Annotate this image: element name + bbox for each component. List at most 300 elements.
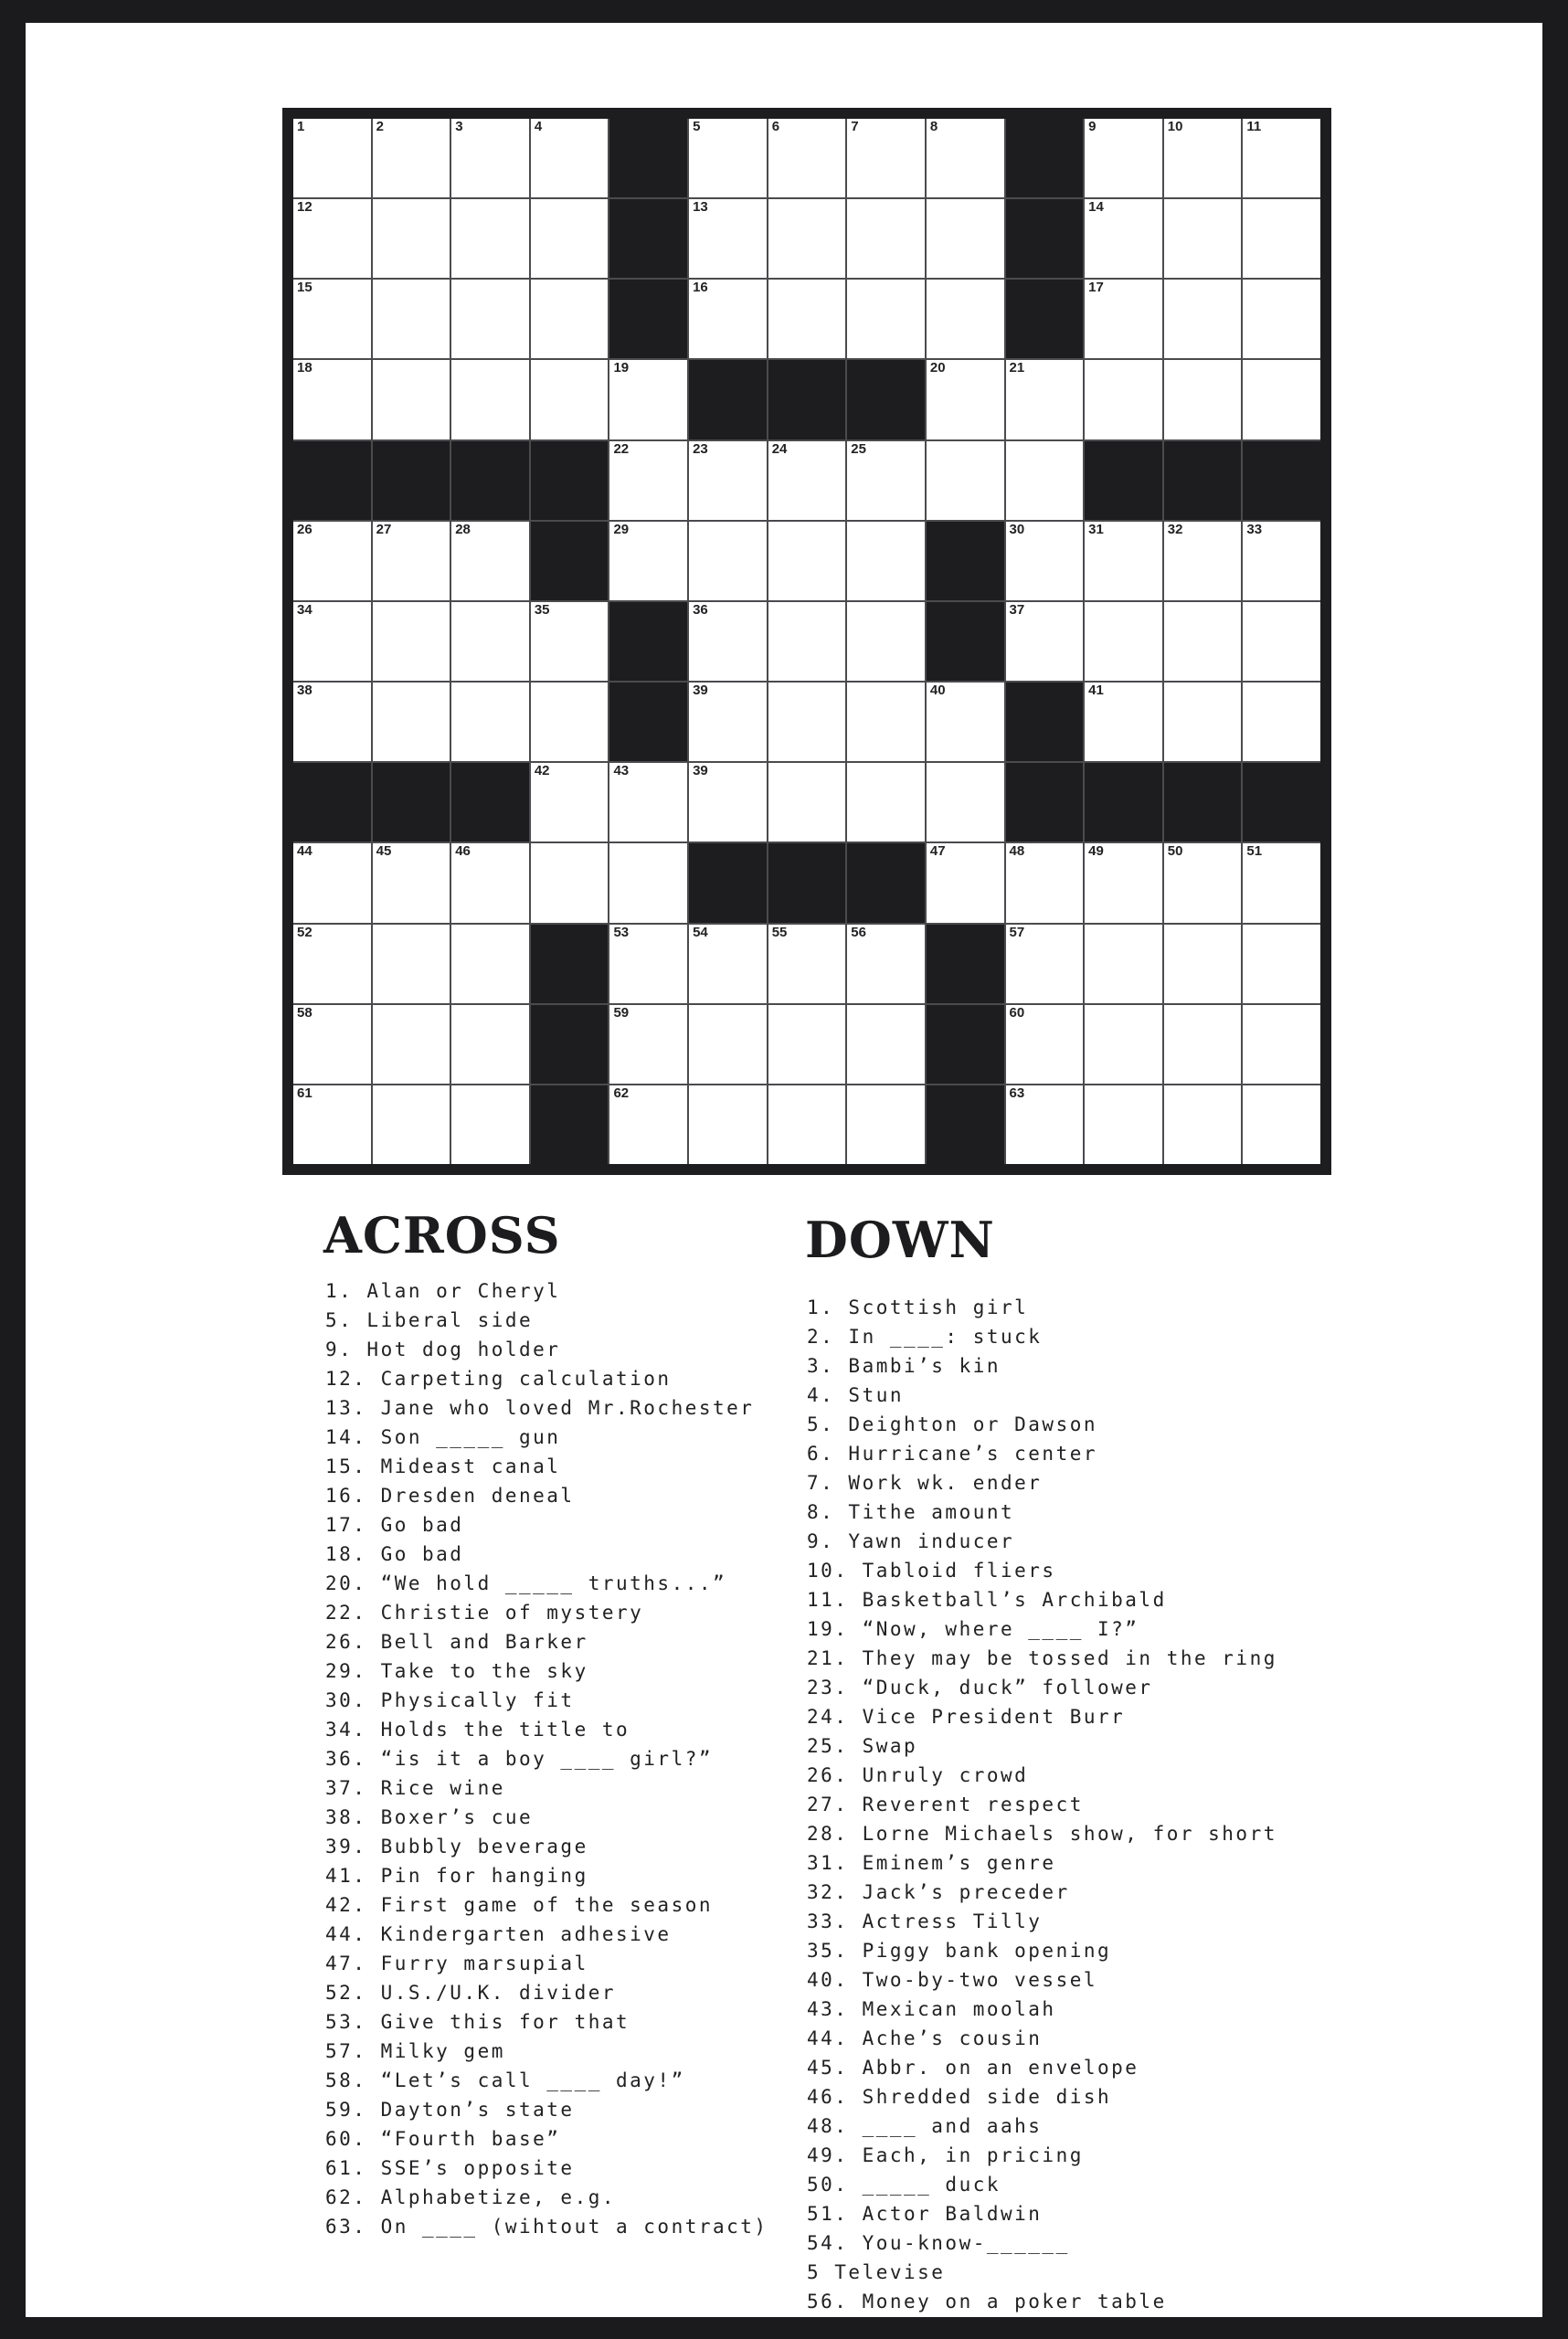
grid-cell[interactable] (1085, 199, 1162, 278)
grid-cell[interactable] (1006, 360, 1084, 439)
clue-line: 26. Unruly crowd (807, 1764, 1029, 1786)
cell-number: 48 (1009, 843, 1025, 860)
black-square (847, 360, 925, 439)
clue-line: 32. Jack’s preceder (807, 1881, 1070, 1903)
cell-number: 23 (693, 440, 708, 457)
clue-line: 21. They may be tossed in the ring (807, 1647, 1277, 1669)
cell-number: 59 (613, 1004, 630, 1021)
cell-number: 19 (613, 360, 630, 376)
grid-cell[interactable] (609, 763, 687, 841)
clue-line: 9. Hot dog holder (325, 1339, 561, 1360)
grid-cell[interactable] (451, 683, 529, 761)
clue-line: 40. Two-by-two vessel (807, 1969, 1098, 1991)
crossword-grid-cells (293, 119, 1320, 1164)
cell-number: 8 (929, 119, 938, 134)
grid-cell[interactable] (689, 1005, 767, 1084)
grid-cell[interactable] (768, 199, 846, 278)
grid-cell[interactable] (1085, 1005, 1162, 1084)
grid-cell[interactable] (768, 683, 846, 761)
grid-cell[interactable] (927, 843, 1004, 922)
clue-line: 1. Scottish girl (807, 1297, 1029, 1318)
clue-line: 54. You-know-______ (807, 2232, 1070, 2254)
clue-line: 3. Bambi’s kin (807, 1355, 1001, 1377)
grid-cell[interactable] (768, 925, 846, 1003)
cell-number: 37 (1009, 601, 1025, 618)
grid-cell[interactable] (293, 360, 371, 439)
grid-cell[interactable] (373, 522, 450, 600)
grid-cell[interactable] (293, 280, 371, 358)
cell-number: 3 (455, 119, 463, 134)
grid-cell[interactable] (1243, 925, 1320, 1003)
grid-cell[interactable] (609, 1085, 687, 1164)
clue-line: 26. Bell and Barker (325, 1631, 588, 1653)
cell-number: 36 (693, 601, 708, 618)
cell-number: 29 (613, 521, 630, 537)
cell-number: 56 (851, 924, 866, 940)
cell-number: 53 (613, 924, 630, 940)
black-square (1006, 119, 1084, 197)
grid-cell[interactable] (373, 119, 450, 197)
grid-cell[interactable] (847, 763, 925, 841)
grid-cell[interactable] (1085, 119, 1162, 197)
grid-cell[interactable] (1243, 843, 1320, 922)
clue-line: 42. First game of the season (325, 1894, 714, 1916)
clue-line: 47. Furry marsupial (325, 1953, 588, 1974)
clue-line: 44. Kindergarten adhesive (325, 1923, 672, 1945)
grid-cell[interactable] (689, 1085, 767, 1164)
cell-number: 54 (693, 924, 708, 940)
clue-line: 28. Lorne Michaels show, for short (807, 1823, 1277, 1845)
grid-cell[interactable] (451, 522, 529, 600)
grid-cell[interactable] (293, 199, 371, 278)
clue-line: 61. SSE’s opposite (325, 2157, 575, 2179)
clue-line: 6. Hurricane’s center (807, 1443, 1098, 1465)
cell-number: 55 (771, 924, 788, 940)
clue-line: 36. “is it a boy ____ girl?” (325, 1748, 714, 1770)
clue-line: 38. Boxer’s cue (325, 1806, 534, 1828)
grid-cell[interactable] (531, 119, 609, 197)
grid-cell[interactable] (1085, 683, 1162, 761)
clue-line: 5. Deighton or Dawson (807, 1413, 1098, 1435)
grid-cell[interactable] (1164, 925, 1242, 1003)
grid-cell[interactable] (531, 280, 609, 358)
grid-cell[interactable] (768, 602, 846, 681)
down-heading: DOWN (805, 1211, 995, 1269)
grid-cell[interactable] (373, 1085, 450, 1164)
clue-line: 9. Yawn inducer (807, 1530, 1015, 1552)
grid-cell[interactable] (847, 441, 925, 520)
black-square (451, 441, 529, 520)
grid-cell[interactable] (689, 280, 767, 358)
clue-line: 13. Jane who loved Mr.Rochester (325, 1397, 755, 1419)
cell-number: 11 (1246, 119, 1262, 134)
cell-number: 39 (693, 683, 708, 699)
black-square (927, 1085, 1004, 1164)
clue-line: 44. Ache’s cousin (807, 2027, 1043, 2049)
cell-number: 2 (376, 119, 384, 134)
grid-cell[interactable] (451, 1005, 529, 1084)
cell-number: 62 (613, 1085, 630, 1101)
cell-number: 39 (693, 763, 708, 779)
grid-cell[interactable] (1164, 843, 1242, 922)
grid-cell[interactable] (847, 280, 925, 358)
clue-line: 48. ____ and aahs (807, 2115, 1043, 2137)
clue-line: 59. Dayton’s state (325, 2099, 575, 2121)
black-square (531, 1085, 609, 1164)
cell-number: 20 (929, 360, 946, 376)
across-heading: ACROSS (323, 1206, 561, 1265)
grid-cell[interactable] (689, 119, 767, 197)
cell-number: 14 (1088, 199, 1104, 216)
clue-line: 24. Vice President Burr (807, 1706, 1126, 1728)
black-square (689, 843, 767, 922)
black-square (1085, 441, 1162, 520)
grid-cell[interactable] (768, 119, 846, 197)
black-square (927, 925, 1004, 1003)
grid-cell[interactable] (1164, 1005, 1242, 1084)
grid-cell[interactable] (531, 763, 609, 841)
cell-number: 45 (376, 843, 392, 860)
cell-number: 41 (1088, 683, 1104, 699)
cell-number: 46 (455, 843, 471, 860)
clue-line: 39. Bubbly beverage (325, 1836, 588, 1857)
cell-number: 32 (1167, 521, 1183, 537)
cell-number: 13 (693, 199, 708, 216)
across-clue-list (325, 1276, 768, 2241)
grid-cell[interactable] (689, 925, 767, 1003)
grid-cell[interactable] (689, 602, 767, 681)
black-square (927, 522, 1004, 600)
grid-cell[interactable] (531, 843, 609, 922)
grid-cell[interactable] (451, 360, 529, 439)
cell-number: 51 (1246, 843, 1263, 860)
clue-line: 31. Eminem’s genre (807, 1852, 1056, 1874)
grid-cell[interactable] (1164, 1085, 1242, 1164)
grid-cell[interactable] (1085, 925, 1162, 1003)
cell-number: 6 (771, 119, 780, 134)
grid-cell[interactable] (1006, 602, 1084, 681)
clue-line: 49. Each, in pricing (807, 2144, 1084, 2166)
grid-cell[interactable] (689, 441, 767, 520)
grid-cell[interactable] (847, 522, 925, 600)
clue-line: 51. Actor Baldwin (807, 2203, 1043, 2225)
black-square (1164, 441, 1242, 520)
grid-cell[interactable] (927, 763, 1004, 841)
clue-line: 58. “Let’s call ____ day!” (325, 2069, 685, 2091)
clue-line: 34. Holds the title to (325, 1719, 630, 1741)
grid-cell[interactable] (1085, 360, 1162, 439)
clue-line: 46. Shredded side dish (807, 2086, 1112, 2108)
black-square (293, 763, 371, 841)
cell-number: 25 (851, 440, 866, 457)
grid-cell[interactable] (451, 199, 529, 278)
grid-cell[interactable] (927, 360, 1004, 439)
cell-number: 17 (1088, 280, 1104, 296)
clue-line: 56. Money on a poker table (807, 2291, 1167, 2313)
grid-cell[interactable] (768, 1005, 846, 1084)
grid-cell[interactable] (293, 843, 371, 922)
grid-cell[interactable] (451, 119, 529, 197)
grid-cell[interactable] (1243, 1085, 1320, 1164)
clue-line: 60. “Fourth base” (325, 2128, 561, 2150)
cell-number: 44 (297, 843, 313, 860)
grid-cell[interactable] (293, 522, 371, 600)
clue-line: 1. Alan or Cheryl (325, 1280, 561, 1302)
black-square (1243, 441, 1320, 520)
grid-cell[interactable] (1164, 360, 1242, 439)
clue-line: 33. Actress Tilly (807, 1910, 1043, 1932)
grid-cell[interactable] (1085, 1085, 1162, 1164)
grid-cell[interactable] (373, 199, 450, 278)
cell-number: 31 (1088, 521, 1104, 537)
clue-line: 15. Mideast canal (325, 1455, 561, 1477)
cell-number: 52 (297, 924, 313, 940)
black-square (927, 1005, 1004, 1084)
grid-cell[interactable] (1006, 925, 1084, 1003)
clue-line: 37. Rice wine (325, 1777, 505, 1799)
grid-cell[interactable] (373, 843, 450, 922)
grid-cell[interactable] (1085, 522, 1162, 600)
cell-number: 49 (1088, 843, 1104, 860)
grid-cell[interactable] (1243, 119, 1320, 197)
grid-cell[interactable] (293, 119, 371, 197)
cell-number: 21 (1009, 360, 1025, 376)
grid-cell[interactable] (1243, 280, 1320, 358)
black-square (1006, 280, 1084, 358)
cell-number: 15 (297, 280, 313, 296)
clue-line: 20. “We hold _____ truths...” (325, 1572, 727, 1594)
clue-line: 10. Tabloid fliers (807, 1560, 1056, 1582)
grid-cell[interactable] (847, 1085, 925, 1164)
cell-number: 1 (297, 119, 305, 134)
grid-cell[interactable] (847, 925, 925, 1003)
grid-cell[interactable] (451, 843, 529, 922)
grid-cell[interactable] (927, 683, 1004, 761)
grid-cell[interactable] (768, 280, 846, 358)
black-square (609, 119, 687, 197)
grid-cell[interactable] (1006, 441, 1084, 520)
grid-cell[interactable] (451, 280, 529, 358)
grid-cell[interactable] (373, 1005, 450, 1084)
grid-cell[interactable] (927, 199, 1004, 278)
cell-number: 28 (455, 521, 471, 537)
black-square (689, 360, 767, 439)
grid-cell[interactable] (1085, 280, 1162, 358)
grid-cell[interactable] (609, 925, 687, 1003)
black-square (373, 441, 450, 520)
cell-number: 42 (534, 763, 550, 779)
grid-cell[interactable] (1085, 843, 1162, 922)
clue-line: 29. Take to the sky (325, 1660, 588, 1682)
clue-line: 63. On ____ (wihtout a contract) (325, 2216, 768, 2238)
black-square (1006, 199, 1084, 278)
black-square (1085, 763, 1162, 841)
cell-number: 4 (534, 119, 543, 134)
grid-cell[interactable] (373, 683, 450, 761)
clue-line: 52. U.S./U.K. divider (325, 1982, 617, 2004)
black-square (1164, 763, 1242, 841)
clue-line: 5 Televise (807, 2261, 946, 2283)
clue-line: 17. Go bad (325, 1514, 464, 1536)
grid-cell[interactable] (293, 1005, 371, 1084)
black-square (531, 522, 609, 600)
grid-cell[interactable] (1164, 280, 1242, 358)
grid-cell[interactable] (293, 925, 371, 1003)
grid-cell[interactable] (1006, 1085, 1084, 1164)
cell-number: 34 (297, 601, 313, 618)
black-square (531, 925, 609, 1003)
black-square (609, 199, 687, 278)
grid-cell[interactable] (689, 522, 767, 600)
grid-cell[interactable] (1243, 360, 1320, 439)
grid-cell[interactable] (847, 683, 925, 761)
grid-cell[interactable] (1006, 522, 1084, 600)
clue-line: 22. Christie of mystery (325, 1602, 644, 1624)
grid-cell[interactable] (1164, 522, 1242, 600)
grid-cell[interactable] (768, 763, 846, 841)
grid-cell[interactable] (373, 360, 450, 439)
grid-cell[interactable] (927, 280, 1004, 358)
clue-line: 53. Give this for that (325, 2011, 630, 2033)
clue-line: 23. “Duck, duck” follower (807, 1677, 1153, 1699)
black-square (847, 843, 925, 922)
grid-cell[interactable] (451, 1085, 529, 1164)
grid-cell[interactable] (293, 602, 371, 681)
puzzle-page (26, 23, 1542, 2317)
grid-cell[interactable] (689, 683, 767, 761)
clue-line: 14. Son _____ gun (325, 1426, 561, 1448)
grid-cell[interactable] (1085, 602, 1162, 681)
grid-cell[interactable] (768, 522, 846, 600)
clue-line: 7. Work wk. ender (807, 1472, 1043, 1494)
clue-line: 11. Basketball’s Archibald (807, 1589, 1167, 1611)
cell-number: 16 (693, 280, 708, 296)
grid-cell[interactable] (531, 683, 609, 761)
clue-line: 50. _____ duck (807, 2174, 1001, 2196)
black-square (293, 441, 371, 520)
clue-line: 5. Liberal side (325, 1309, 534, 1331)
grid-cell[interactable] (847, 119, 925, 197)
cell-number: 9 (1088, 119, 1097, 134)
grid-cell[interactable] (1006, 1005, 1084, 1084)
clue-line: 43. Mexican moolah (807, 1998, 1056, 2020)
cell-number: 22 (613, 440, 630, 457)
cell-number: 58 (297, 1004, 313, 1021)
black-square (531, 1005, 609, 1084)
clue-line: 8. Tithe amount (807, 1501, 1015, 1523)
clue-line: 18. Go bad (325, 1543, 464, 1565)
grid-cell[interactable] (373, 280, 450, 358)
clue-line: 27. Reverent respect (807, 1794, 1084, 1815)
crossword-grid (282, 108, 1331, 1175)
clue-line: 57. Milky gem (325, 2040, 505, 2062)
grid-cell[interactable] (1164, 199, 1242, 278)
grid-cell[interactable] (927, 119, 1004, 197)
clue-line: 2. In ____: stuck (807, 1326, 1043, 1348)
cell-number: 35 (534, 601, 550, 618)
clue-line: 62. Alphabetize, e.g. (325, 2186, 617, 2208)
clue-line: 19. “Now, where ____ I?” (807, 1618, 1139, 1640)
cell-number: 10 (1167, 119, 1183, 134)
grid-cell[interactable] (1164, 602, 1242, 681)
grid-cell[interactable] (609, 360, 687, 439)
grid-cell[interactable] (609, 522, 687, 600)
cell-number: 60 (1009, 1004, 1025, 1021)
grid-cell[interactable] (451, 602, 529, 681)
grid-cell[interactable] (1243, 683, 1320, 761)
black-square (1243, 763, 1320, 841)
grid-cell[interactable] (609, 1005, 687, 1084)
cell-number: 43 (613, 763, 630, 779)
black-square (927, 602, 1004, 681)
black-square (373, 763, 450, 841)
cell-number: 18 (297, 360, 313, 376)
grid-cell[interactable] (1243, 1005, 1320, 1084)
cell-number: 47 (929, 843, 946, 860)
grid-cell[interactable] (293, 683, 371, 761)
grid-cell[interactable] (847, 1005, 925, 1084)
black-square (1006, 763, 1084, 841)
grid-cell[interactable] (531, 199, 609, 278)
grid-cell[interactable] (1243, 199, 1320, 278)
grid-cell[interactable] (1006, 843, 1084, 922)
black-square (768, 843, 846, 922)
grid-cell[interactable] (293, 1085, 371, 1164)
grid-cell[interactable] (927, 441, 1004, 520)
grid-cell[interactable] (847, 602, 925, 681)
black-square (609, 683, 687, 761)
cell-number: 40 (929, 683, 946, 699)
cell-number: 63 (1009, 1085, 1025, 1101)
grid-cell[interactable] (1164, 119, 1242, 197)
cell-number: 24 (771, 440, 788, 457)
grid-cell[interactable] (373, 925, 450, 1003)
grid-cell[interactable] (689, 199, 767, 278)
grid-cell[interactable] (373, 602, 450, 681)
cell-number: 33 (1246, 521, 1263, 537)
black-square (768, 360, 846, 439)
cell-number: 27 (376, 521, 392, 537)
grid-cell[interactable] (768, 1085, 846, 1164)
black-square (451, 763, 529, 841)
grid-cell[interactable] (609, 441, 687, 520)
down-clue-list (807, 1293, 1277, 2316)
black-square (531, 441, 609, 520)
clue-line: 45. Abbr. on an envelope (807, 2057, 1139, 2079)
grid-cell[interactable] (1164, 683, 1242, 761)
grid-cell[interactable] (531, 360, 609, 439)
clue-line: 4. Stun (807, 1384, 905, 1406)
grid-cell[interactable] (1243, 522, 1320, 600)
grid-cell[interactable] (531, 602, 609, 681)
clue-line: 25. Swap (807, 1735, 918, 1757)
black-square (1006, 683, 1084, 761)
grid-cell[interactable] (1243, 602, 1320, 681)
grid-cell[interactable] (451, 925, 529, 1003)
black-square (609, 602, 687, 681)
grid-cell[interactable] (689, 763, 767, 841)
clue-line: 30. Physically fit (325, 1689, 575, 1711)
cell-number: 5 (693, 119, 701, 134)
cell-number: 50 (1167, 843, 1183, 860)
cell-number: 57 (1009, 924, 1025, 940)
cell-number: 30 (1009, 521, 1025, 537)
grid-cell[interactable] (847, 199, 925, 278)
grid-cell[interactable] (609, 843, 687, 922)
grid-cell[interactable] (768, 441, 846, 520)
cell-number: 38 (297, 683, 313, 699)
clue-line: 12. Carpeting calculation (325, 1368, 672, 1390)
